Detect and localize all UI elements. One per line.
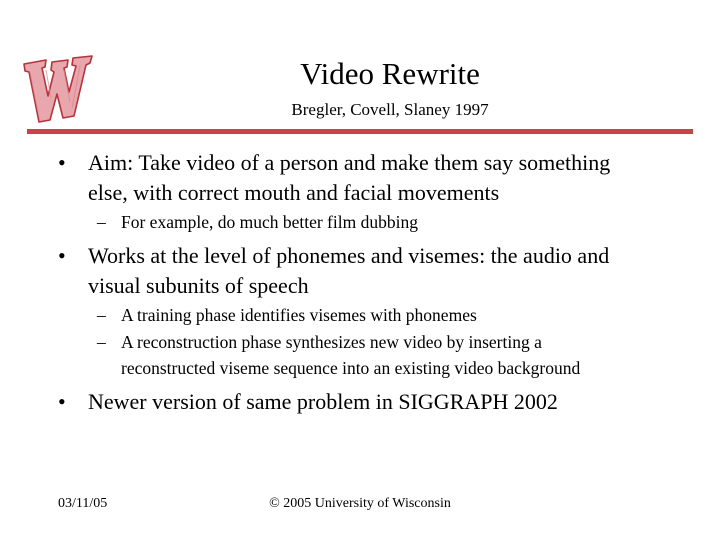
bullet-text-line: visual subunits of speech xyxy=(88,273,309,298)
sub-bullet-text-line: A training phase identifies visemes with phonemes xyxy=(121,305,477,325)
sub-bullet-text-line: A reconstruction phase synthesizes new video by inserting a xyxy=(121,332,542,352)
bullet-text-line: Works at the level of phonemes and visemes: the audio and xyxy=(88,243,610,268)
sub-bullet-text-line: For example, do much better film dubbing xyxy=(121,212,418,232)
bullet-dot: • xyxy=(58,389,66,414)
sub-bullet-dash: – xyxy=(97,332,106,352)
slide-title: Video Rewrite xyxy=(300,56,480,91)
title-divider xyxy=(27,129,693,134)
bullet-text-line: Newer version of same problem in SIGGRAPH 2002 xyxy=(88,389,558,414)
bullet-dot: • xyxy=(58,150,66,175)
bullet-text-line: else, with correct mouth and facial movements xyxy=(88,180,500,205)
sub-bullet-dash: – xyxy=(97,212,106,232)
bullet-dot: • xyxy=(58,243,66,268)
sub-bullet-text-line: reconstructed viseme sequence into an existing video background xyxy=(121,358,581,378)
footer-date: 03/11/05 xyxy=(58,496,108,511)
bullet-text-line: Aim: Take video of a person and make them say something xyxy=(88,150,611,175)
wisconsin-w-logo-icon xyxy=(20,52,94,124)
sub-bullet-dash: – xyxy=(97,305,106,325)
slide-subtitle: Bregler, Covell, Slaney 1997 xyxy=(291,100,489,119)
footer-copyright: © 2005 University of Wisconsin xyxy=(269,496,451,511)
